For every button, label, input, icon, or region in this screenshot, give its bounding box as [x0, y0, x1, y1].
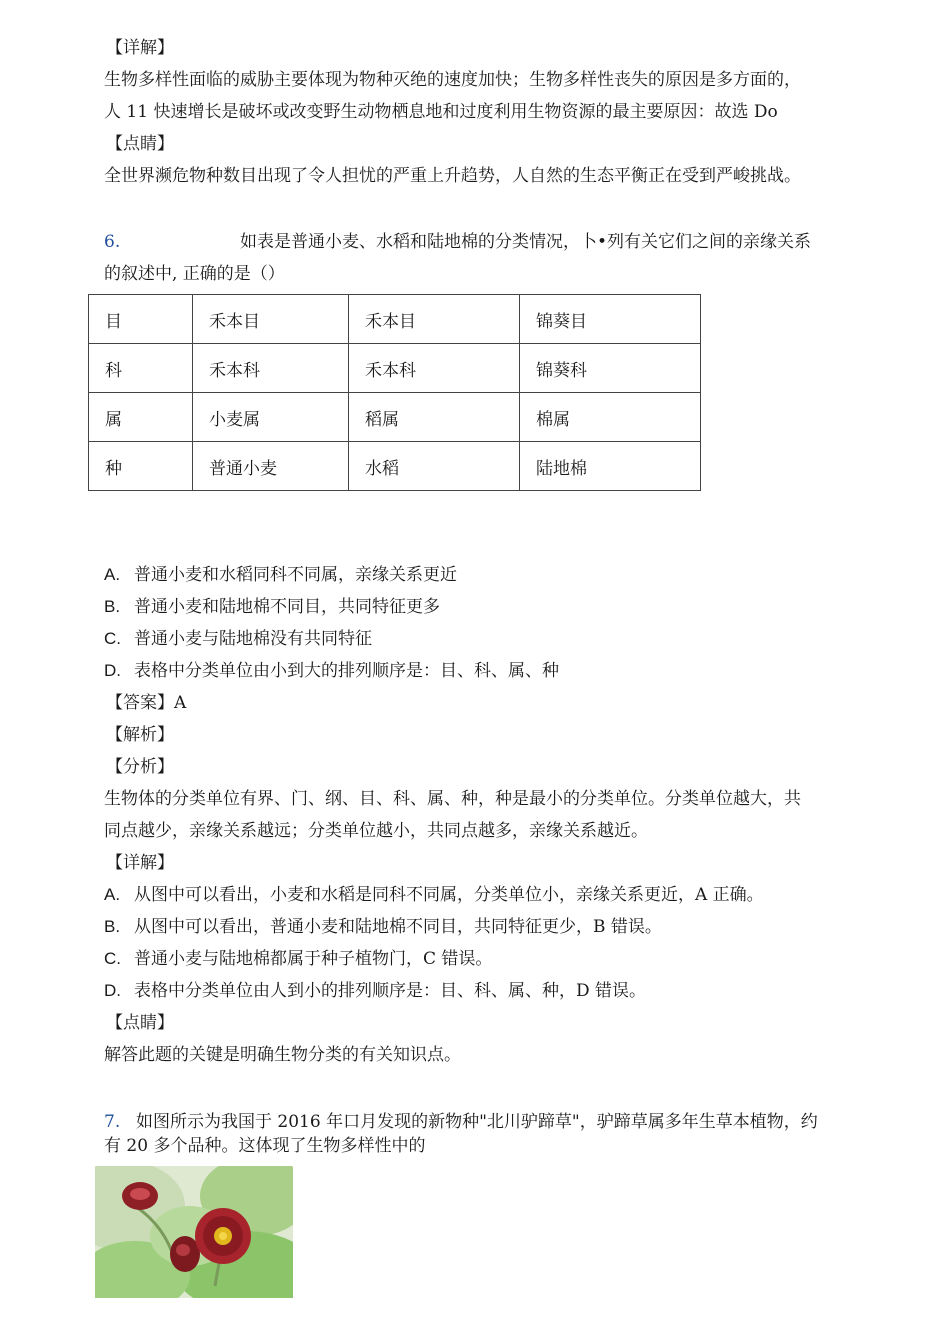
- detail-text: 普通小麦与陆地棉都属于种子植物门，C 错误。: [134, 949, 493, 969]
- plant-photo: [95, 1166, 293, 1298]
- table-row: [89, 344, 701, 393]
- table-cell: 锦葵科: [520, 344, 701, 393]
- fenxi-heading: 【分析】: [106, 757, 174, 777]
- point-text-2: 解答此题的关键是明确生物分类的有关知识点。: [104, 1045, 461, 1065]
- detail-text: 从图中可以看出，小麦和水稻是同科不同属，分类单位小，亲缘关系更近，A 正确。: [134, 885, 764, 905]
- detail-letter: C.: [104, 949, 121, 968]
- detail-heading: 【详解】: [106, 38, 174, 58]
- analysis-heading: 【解析】: [106, 725, 174, 745]
- option-text: 表格中分类单位由小到大的排列顺序是：目、科、属、种: [134, 661, 559, 681]
- detail-text-line-1: 生物多样性面临的威胁主要体现为物种灭绝的速度加快；生物多样性丧失的原因是多方面的，: [104, 70, 801, 90]
- table-cell: 锦葵目: [520, 295, 701, 344]
- detail-item-b: [104, 915, 662, 939]
- fenxi-text-line-1: 生物体的分类单位有界、门、纲、目、科、属、种，种是最小的分类单位。分类单位越大，共: [104, 789, 801, 809]
- table-cell: 普通小麦: [193, 442, 349, 491]
- table-cell: 禾本科: [193, 344, 349, 393]
- table-cell: 稻属: [349, 393, 520, 442]
- table-row: [89, 442, 701, 491]
- option-a: [104, 563, 457, 587]
- detail-letter: B.: [104, 917, 121, 936]
- table-row: [89, 393, 701, 442]
- detail-letter: D.: [104, 981, 121, 1000]
- option-letter: A.: [104, 565, 121, 584]
- table-cell: 禾本目: [349, 295, 520, 344]
- table-row: [89, 295, 701, 344]
- point-heading-2: 【点睛】: [106, 1013, 174, 1033]
- detail-item-a: [104, 883, 764, 907]
- table-cell: 棉属: [520, 393, 701, 442]
- option-letter: C.: [104, 629, 121, 648]
- answer-line: 【答案】A: [106, 693, 187, 713]
- fenxi-text-line-2: 同点越少，亲缘关系越远；分类单位越小，共同点越多，亲缘关系越近。: [104, 821, 648, 841]
- table-cell: 小麦属: [193, 393, 349, 442]
- table-cell: 属: [89, 393, 193, 442]
- table-cell: 水稻: [349, 442, 520, 491]
- question-7-stem-line-1: 如图所示为我国于 2016 年口月发现的新物种"北川驴蹄草"，驴蹄草属多年生草本植物，约: [136, 1112, 818, 1132]
- detail-item-c: [104, 947, 492, 971]
- question-6-stem-line-2: 的叙述中, 正确的是（）: [104, 264, 285, 284]
- detail-text: 从图中可以看出，普通小麦和陆地棉不同目，共同特征更少，B 错误。: [134, 917, 662, 937]
- point-heading: 【点睛】: [106, 134, 174, 154]
- option-text: 普通小麦和陆地棉不同目，共同特征更多: [134, 597, 440, 617]
- detail-letter: A.: [104, 885, 121, 904]
- point-text: 全世界濒危物种数目出现了令人担忧的严重上升趋势，人自然的生态平衡正在受到严峻挑战。: [104, 166, 801, 186]
- detail-heading-2: 【详解】: [106, 853, 174, 873]
- plant-illustration: [95, 1166, 293, 1298]
- question-7-number: 7.: [104, 1112, 121, 1132]
- table-cell: 目: [89, 295, 193, 344]
- question-6-number: 6.: [104, 232, 121, 252]
- option-b: [104, 595, 440, 619]
- option-letter: D.: [104, 661, 121, 680]
- option-text: 普通小麦与陆地棉没有共同特征: [134, 629, 372, 649]
- table-cell: 禾本目: [193, 295, 349, 344]
- detail-item-d: [104, 979, 646, 1003]
- table-cell: 陆地棉: [520, 442, 701, 491]
- classification-table: [88, 294, 701, 491]
- option-d: [104, 659, 559, 683]
- option-c: [104, 627, 372, 651]
- option-text: 普通小麦和水稻同科不同属，亲缘关系更近: [134, 565, 457, 585]
- table-cell: 科: [89, 344, 193, 393]
- table-cell: 种: [89, 442, 193, 491]
- table-cell: 禾本科: [349, 344, 520, 393]
- question-6-stem-line-1: 如表是普通小麦、水稻和陆地棉的分类情况，卜•列有关它们之间的亲缘关系: [240, 232, 812, 252]
- question-7-stem-line-2: 有 20 多个品种。这体现了生物多样性中的: [104, 1136, 426, 1156]
- option-letter: B.: [104, 597, 121, 616]
- detail-text-line-2: 人 11 快速增长是破坏或改变野生动物栖息地和过度利用生物资源的最主要原因：故选 Do: [104, 102, 778, 122]
- detail-text: 表格中分类单位由人到小的排列顺序是：目、科、属、种，D 错误。: [134, 981, 647, 1001]
